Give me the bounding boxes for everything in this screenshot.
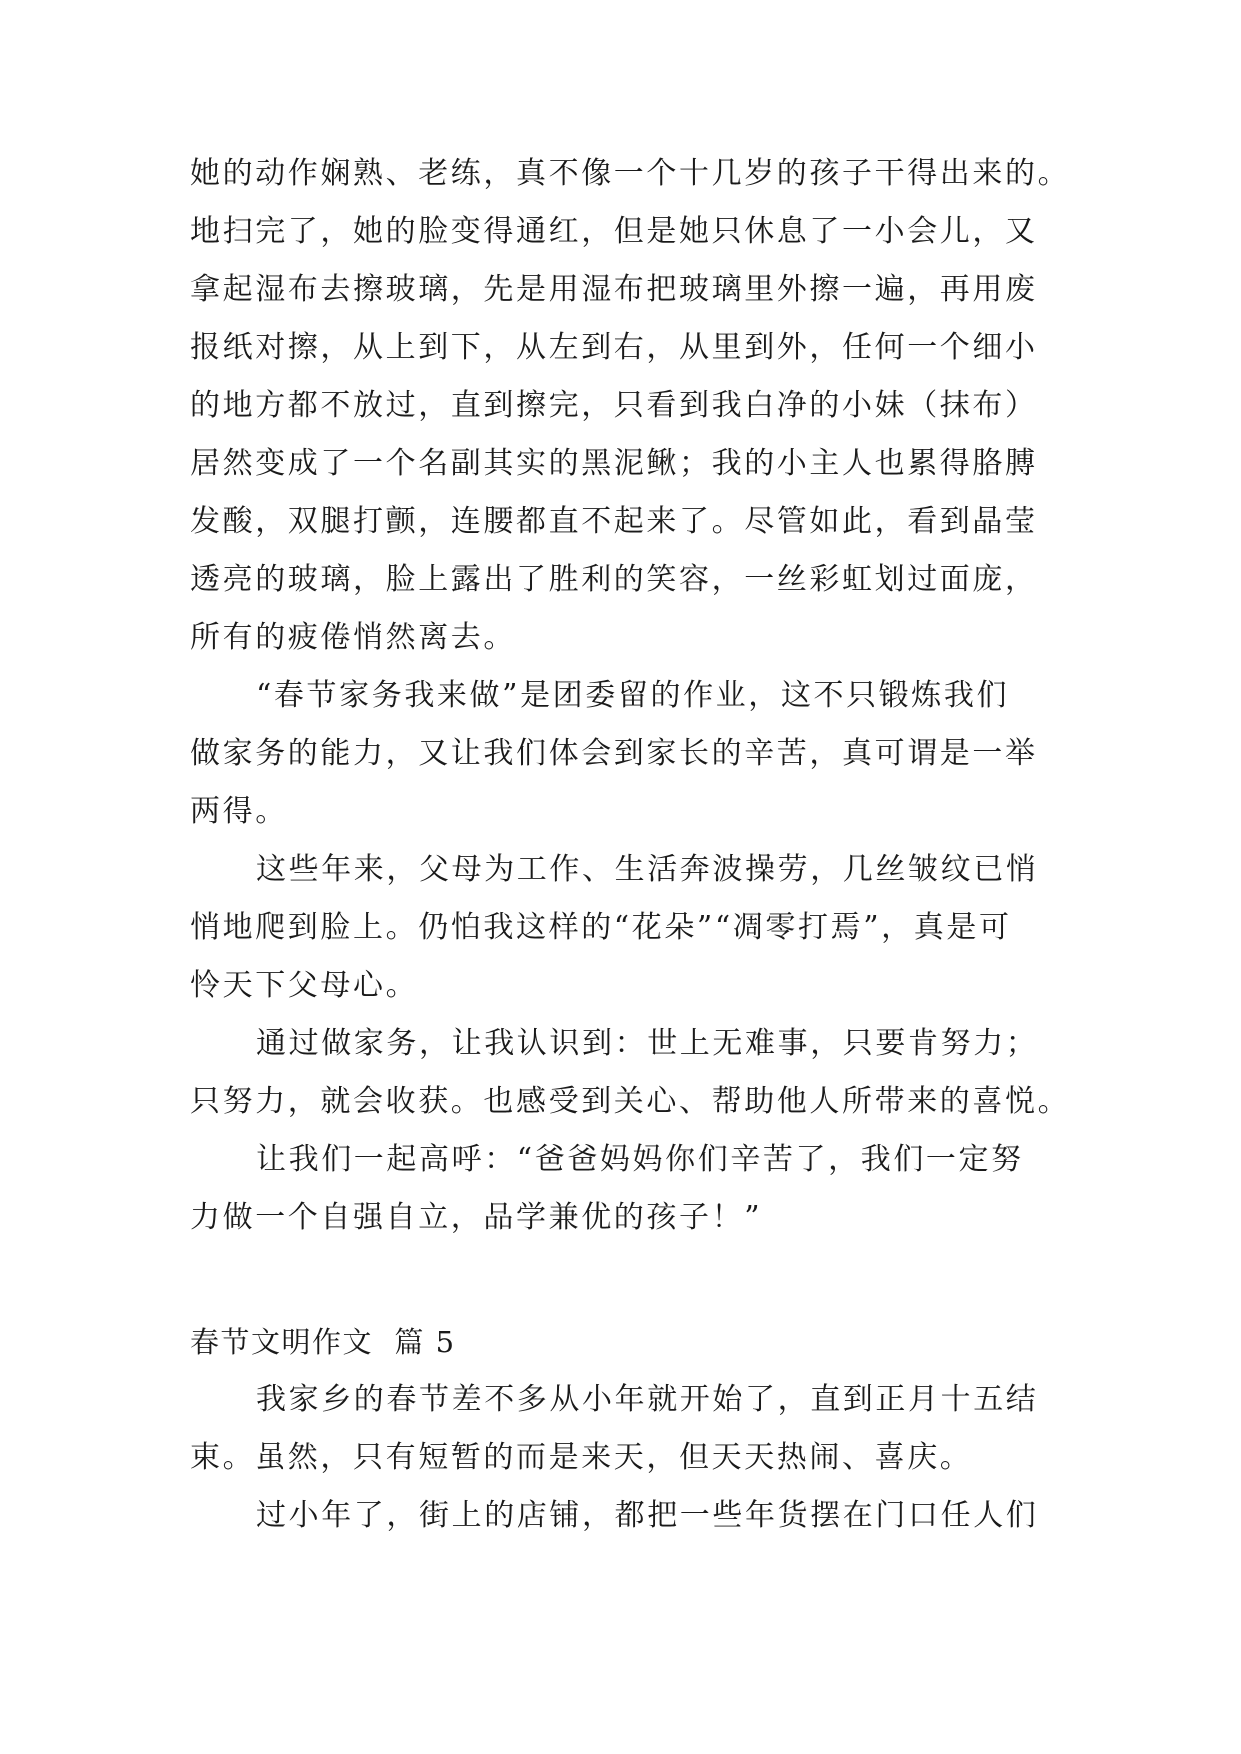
text-line: 力做一个自强自立，品学兼优的孩子！” (190, 1200, 763, 1235)
text-line: 这些年来，父母为工作、生活奔波操劳，几丝皱纹已悄 (256, 852, 1039, 887)
text-line: “春节家务我来做”是团委留的作业，这不只锻炼我们 (256, 678, 1010, 713)
text-line: 她的动作娴熟、老练，真不像一个十几岁的孩子干得出来的。 (190, 156, 1071, 191)
section-paragraph-1 (190, 1371, 1060, 1487)
text-line: 拿起湿布去擦玻璃，先是用湿布把玻璃里外擦一遍，再用废 (190, 272, 1038, 307)
text-line: 过小年了，街上的店铺，都把一些年货摆在门口任人们 (256, 1498, 1039, 1533)
text-line: 报纸对擦，从上到下，从左到右，从里到外，任何一个细小 (190, 330, 1038, 365)
text-line: 地扫完了，她的脸变得通红，但是她只休息了一小会儿，又 (190, 214, 1038, 249)
text-line: 束。虽然，只有短暂的而是来天，但天天热闹、喜庆。 (190, 1440, 973, 1475)
paragraph-3 (190, 841, 1060, 1015)
text-line: 我家乡的春节差不多从小年就开始了，直到正月十五结 (256, 1382, 1039, 1417)
paragraph-1 (190, 145, 1071, 667)
paragraph-4 (190, 1015, 1071, 1131)
section-paragraph-2 (190, 1487, 1060, 1545)
section-spacer (190, 1247, 1060, 1313)
text-line: 居然变成了一个名副其实的黑泥鳅；我的小主人也累得胳膊 (190, 446, 1038, 481)
text-line: 只努力，就会收获。也感受到关心、帮助他人所带来的喜悦。 (190, 1084, 1071, 1119)
document-page (190, 145, 1071, 1545)
text-line: 让我们一起高呼：“爸爸妈妈你们辛苦了，我们一定努 (256, 1142, 1024, 1177)
text-line: 透亮的玻璃，脸上露出了胜利的笑容，一丝彩虹划过面庞， (190, 562, 1038, 597)
section-title: 春节文明作文 篇 5 (190, 1325, 456, 1359)
text-line: 做家务的能力，又让我们体会到家长的辛苦，真可谓是一举 (190, 736, 1038, 771)
text-line: 所有的疲倦悄然离去。 (190, 620, 516, 655)
paragraph-2 (190, 667, 1060, 841)
text-line: 通过做家务，让我认识到：世上无难事，只要肯努力； (256, 1026, 1039, 1061)
text-line: 发酸，双腿打颤，连腰都直不起来了。尽管如此，看到晶莹 (190, 504, 1038, 539)
paragraph-5 (190, 1131, 1060, 1247)
text-line: 的地方都不放过，直到擦完，只看到我白净的小妹（抹布） (190, 388, 1038, 423)
text-line: 悄地爬到脸上。仍怕我这样的“花朵”“凋零打焉”，真是可 (190, 910, 1012, 945)
text-line: 怜天下父母心。 (190, 968, 419, 1003)
text-line: 两得。 (190, 794, 288, 829)
